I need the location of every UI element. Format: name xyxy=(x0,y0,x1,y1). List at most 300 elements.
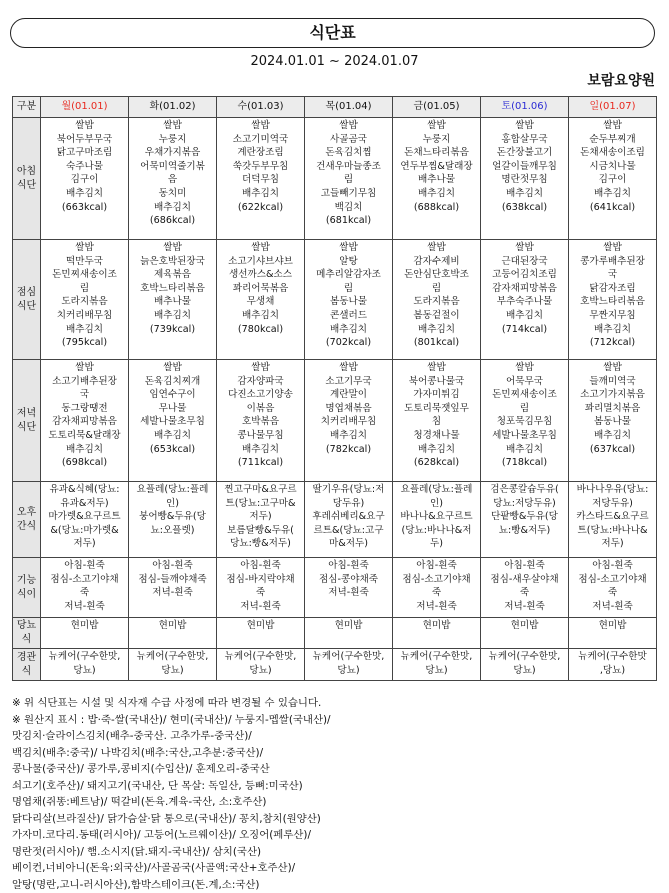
meal-plan-table xyxy=(12,96,657,681)
menu-item: 뉴케어(구수한맛, xyxy=(306,650,391,664)
menu-item: 김구이 xyxy=(570,173,655,187)
menu-item: 연두부찜&달래장 xyxy=(394,160,479,174)
facility-name: 보람요양원 xyxy=(587,70,655,90)
menu-item: 뇨:오플렛) xyxy=(130,524,215,538)
menu-cell xyxy=(129,360,217,482)
menu-cell xyxy=(41,360,129,482)
menu-item: 제육볶음 xyxy=(130,268,215,282)
meal-label-line: 오후 xyxy=(14,506,39,520)
meal-label xyxy=(13,558,41,618)
menu-item: 배추김치 xyxy=(482,187,567,201)
menu-item: 아침-흰죽 xyxy=(130,559,215,573)
menu-item: 배추김치 xyxy=(218,443,303,457)
menu-item: (637kcal) xyxy=(570,443,655,457)
menu-cell xyxy=(569,618,657,649)
menu-item: 감자채피망볶음 xyxy=(482,282,567,296)
menu-item: (712kcal) xyxy=(570,336,655,350)
menu-item: 고등어김치조림 xyxy=(482,268,567,282)
note-line: 백김치(배추:중국)/ 나박김치(배추:국산,고추분:중국산)/ xyxy=(12,745,662,762)
menu-item: 트(당뇨:바나나& xyxy=(570,524,655,538)
table-body xyxy=(13,118,657,681)
menu-item: 세발나물초무침 xyxy=(482,429,567,443)
menu-cell xyxy=(217,482,305,558)
menu-item: 뉴케어(구수한맛, xyxy=(482,650,567,664)
menu-item: 검은콩칼슘두유( xyxy=(482,483,567,497)
menu-item: 쌀밥 xyxy=(306,241,391,255)
menu-item: 소고기무국 xyxy=(306,375,391,389)
menu-item: 현미밥 xyxy=(570,619,655,633)
menu-item: 카스타드&요구르 xyxy=(570,510,655,524)
menu-cell xyxy=(129,240,217,360)
menu-cell xyxy=(481,118,569,240)
menu-item: 소고기가지볶음 xyxy=(570,388,655,402)
menu-item: 누룽지 xyxy=(394,133,479,147)
menu-item: 부추숙주나물 xyxy=(482,295,567,309)
menu-item: 아침-흰죽 xyxy=(42,559,127,573)
menu-item: 죽 xyxy=(394,586,479,600)
menu-item: 음 xyxy=(130,173,215,187)
menu-item: 유과&저두) xyxy=(42,497,127,511)
menu-cell xyxy=(481,649,569,681)
menu-cell xyxy=(569,558,657,618)
menu-item: 백김치 xyxy=(306,201,391,215)
menu-cell xyxy=(481,360,569,482)
note-line: 가자미.코다리.동태(러시아)/ 고등어(노르웨이산)/ 오징어(페루산)/ xyxy=(12,827,662,844)
day-header: 화(01.02) xyxy=(129,97,217,118)
menu-item: 현미밥 xyxy=(482,619,567,633)
menu-item: (당뇨:바나나&저 xyxy=(394,524,479,538)
menu-cell xyxy=(393,618,481,649)
menu-item: 명란젓무침 xyxy=(482,173,567,187)
menu-cell xyxy=(393,360,481,482)
menu-item: 저녁-흰죽 xyxy=(394,600,479,614)
menu-item: 당뇨) xyxy=(130,664,215,678)
menu-item: 배추김치 xyxy=(570,323,655,337)
menu-item: 점심-콩야채죽 xyxy=(306,573,391,587)
menu-item: 동치미 xyxy=(130,187,215,201)
menu-item: 사골곰국 xyxy=(306,133,391,147)
meal-label-line: 식단 xyxy=(14,421,39,435)
menu-cell xyxy=(129,649,217,681)
menu-item: 늙은호박된장국 xyxy=(130,255,215,269)
menu-item: 쌀밥 xyxy=(570,241,655,255)
menu-cell xyxy=(569,240,657,360)
menu-item: 림 xyxy=(394,282,479,296)
menu-item: 우채가지볶음 xyxy=(130,146,215,160)
menu-item: 뉴케어(구수한맛, xyxy=(42,650,127,664)
menu-cell xyxy=(305,240,393,360)
menu-item: 찐고구마&요구르 xyxy=(218,483,303,497)
menu-cell xyxy=(217,558,305,618)
menu-item: 동그랑땡전 xyxy=(42,402,127,416)
menu-item: 계란장조림 xyxy=(218,146,303,160)
menu-cell xyxy=(393,240,481,360)
menu-cell xyxy=(393,118,481,240)
meal-row xyxy=(13,558,657,618)
menu-cell xyxy=(41,240,129,360)
menu-cell xyxy=(569,482,657,558)
meal-label-line: 식 xyxy=(14,633,39,647)
menu-item: 세발나물초무침 xyxy=(130,415,215,429)
menu-item: 점심-소고기야채 xyxy=(394,573,479,587)
meal-label xyxy=(13,618,41,649)
menu-item: 점심-소고기야채 xyxy=(570,573,655,587)
menu-cell xyxy=(393,482,481,558)
menu-item: 쌀밥 xyxy=(42,241,127,255)
note-line: 콩나물(중국산)/ 콩가루,콩비지(수입산)/ 훈제오리-중국산 xyxy=(12,761,662,778)
menu-item: 쌀밥 xyxy=(306,361,391,375)
menu-item: 쌀밥 xyxy=(130,119,215,133)
menu-item: 저두) xyxy=(570,537,655,551)
menu-item: 후레쉬베리&요구 xyxy=(306,510,391,524)
menu-item: (711kcal) xyxy=(218,456,303,470)
note-line: 알탕(명란,고니-러시아산),함박스테이크(돈.계,소:국산) xyxy=(12,877,662,893)
menu-item: 요플레(당뇨:플레 xyxy=(130,483,215,497)
menu-item: 호박느타리볶음 xyxy=(130,282,215,296)
menu-item: 죽 xyxy=(218,586,303,600)
menu-item: 배추김치 xyxy=(42,443,127,457)
menu-item: 뇨:빵&저두) xyxy=(482,524,567,538)
menu-item: 도라지볶음 xyxy=(394,295,479,309)
menu-item: 북어콩나물국 xyxy=(394,375,479,389)
menu-item: 시금치나물 xyxy=(570,160,655,174)
note-line: ※ 원산지 표시 : 밥·죽-쌀(국내산)/ 현미(국내산)/ 누룽지-멥쌀(국내산)/ xyxy=(12,712,662,729)
menu-item: 호박느타리볶음 xyxy=(570,295,655,309)
menu-item: 당뇨) xyxy=(42,664,127,678)
menu-item: 점심-새우살야채 xyxy=(482,573,567,587)
menu-item: 배추나물 xyxy=(130,295,215,309)
menu-item: 청경채나물 xyxy=(394,429,479,443)
menu-item: 바나나&요구르트 xyxy=(394,510,479,524)
menu-item: 마&저두) xyxy=(306,537,391,551)
menu-item: 현미밥 xyxy=(42,619,127,633)
menu-item: 쌀밥 xyxy=(570,119,655,133)
menu-item: 치커리배무침 xyxy=(306,415,391,429)
menu-item: 쌀밥 xyxy=(482,119,567,133)
menu-item: 당뇨:저당두유) xyxy=(482,497,567,511)
menu-cell xyxy=(569,360,657,482)
menu-cell xyxy=(217,360,305,482)
menu-item: (702kcal) xyxy=(306,336,391,350)
menu-item: 림 xyxy=(306,282,391,296)
menu-item: 뉴케어(구수한맛, xyxy=(394,650,479,664)
menu-item: 배추김치 xyxy=(130,429,215,443)
menu-item: 트(당뇨:고구마& xyxy=(218,497,303,511)
menu-item: 죽 xyxy=(570,586,655,600)
menu-item: 떡만두국 xyxy=(42,255,127,269)
menu-item: 콘샐러드 xyxy=(306,309,391,323)
menu-item: 쑥갓두부무침 xyxy=(218,160,303,174)
menu-item: 순두부찌개 xyxy=(570,133,655,147)
meal-label xyxy=(13,482,41,558)
note-line: 닭다리살(브라질산)/ 닭가슴살·닭 통으로(국내산)/ 꽁치,참치(원양산) xyxy=(12,811,662,828)
day-header: 토(01.06) xyxy=(481,97,569,118)
meal-label-line: 식단 xyxy=(14,179,39,193)
menu-item: 쌀밥 xyxy=(42,119,127,133)
menu-item: 아침-흰죽 xyxy=(394,559,479,573)
menu-item: 봄동겉절이 xyxy=(394,309,479,323)
menu-item: 알탕 xyxy=(306,255,391,269)
menu-item: 저녁-흰죽 xyxy=(482,600,567,614)
day-header: 월(01.01) xyxy=(41,97,129,118)
menu-item: 뉴케어(구수한맛, xyxy=(130,650,215,664)
note-line: 명엽채(쥐똥:베트남)/ 떡갈비(돈육.계육-국산, 소:호주산) xyxy=(12,794,662,811)
menu-item: 배추김치 xyxy=(130,201,215,215)
menu-item: 저두) xyxy=(218,510,303,524)
menu-item: (780kcal) xyxy=(218,323,303,337)
menu-item: 어묵무국 xyxy=(482,375,567,389)
menu-item: 뉴케어(구수한맛, xyxy=(218,650,303,664)
menu-item: 뉴케어(구수한맛 xyxy=(570,650,655,664)
menu-item: 배추김치 xyxy=(482,309,567,323)
menu-item: 현미밥 xyxy=(394,619,479,633)
menu-item: 두) xyxy=(394,537,479,551)
menu-item: (688kcal) xyxy=(394,201,479,215)
menu-item: 당뇨) xyxy=(394,664,479,678)
meal-label-line: 식 xyxy=(14,665,39,679)
menu-item: 꽈리멸치볶음 xyxy=(570,402,655,416)
menu-item: 당뇨) xyxy=(482,664,567,678)
menu-item: 고들빼기무침 xyxy=(306,187,391,201)
menu-item: (628kcal) xyxy=(394,456,479,470)
menu-item: 건새우마늘종조 xyxy=(306,160,391,174)
meal-label-line: 아침 xyxy=(14,165,39,179)
meal-label xyxy=(13,240,41,360)
menu-item: 치커리배무침 xyxy=(42,309,127,323)
menu-item: 현미밥 xyxy=(306,619,391,633)
menu-item: 저당두유) xyxy=(570,497,655,511)
menu-item: 닭감자조림 xyxy=(570,282,655,296)
menu-item: 얼갈이들깨무침 xyxy=(482,160,567,174)
menu-item: 유과&식혜(당뇨: xyxy=(42,483,127,497)
menu-item: 바나나우유(당뇨: xyxy=(570,483,655,497)
menu-item: 무나물 xyxy=(130,402,215,416)
menu-cell xyxy=(41,558,129,618)
menu-item: 딸기우유(당뇨:저 xyxy=(306,483,391,497)
menu-item: 현미밥 xyxy=(130,619,215,633)
menu-item: 당뇨) xyxy=(306,664,391,678)
menu-item: (698kcal) xyxy=(42,456,127,470)
menu-item: 명엽채볶음 xyxy=(306,402,391,416)
menu-item: 림 xyxy=(482,402,567,416)
menu-item: 쌀밥 xyxy=(394,119,479,133)
notes-section xyxy=(12,695,662,893)
menu-item: 당뇨) xyxy=(218,664,303,678)
meal-label-line: 식단 xyxy=(14,300,39,314)
menu-item: 쌀밥 xyxy=(130,241,215,255)
menu-item: 현미밥 xyxy=(218,619,303,633)
day-header: 일(01.07) xyxy=(569,97,657,118)
menu-item: 홍합살무국 xyxy=(482,133,567,147)
menu-item: (801kcal) xyxy=(394,336,479,350)
menu-item: 인) xyxy=(394,497,479,511)
menu-item: 호박볶음 xyxy=(218,415,303,429)
day-header: 금(01.05) xyxy=(393,97,481,118)
menu-item: 숙주나물 xyxy=(42,160,127,174)
menu-cell xyxy=(129,482,217,558)
menu-cell xyxy=(217,618,305,649)
menu-item: 점심-소고기야채 xyxy=(42,573,127,587)
menu-cell xyxy=(129,558,217,618)
menu-item: 쌀밥 xyxy=(482,361,567,375)
meal-label-line: 저녁 xyxy=(14,407,39,421)
meal-label-line: 간식 xyxy=(14,520,39,534)
menu-item: 저녁-흰죽 xyxy=(306,586,391,600)
menu-item: 저두) xyxy=(42,537,127,551)
menu-cell xyxy=(129,618,217,649)
menu-item: 북어두부무국 xyxy=(42,133,127,147)
meal-label-line: 당뇨 xyxy=(14,619,39,633)
menu-item: 봄동나물 xyxy=(306,295,391,309)
menu-cell xyxy=(481,558,569,618)
menu-item: 쌀밥 xyxy=(42,361,127,375)
menu-item: 아침-흰죽 xyxy=(482,559,567,573)
menu-cell xyxy=(569,649,657,681)
menu-item: 아침-흰죽 xyxy=(570,559,655,573)
menu-item: (641kcal) xyxy=(570,201,655,215)
meal-row xyxy=(13,360,657,482)
corner-label: 구분 xyxy=(13,97,41,118)
menu-item: 근대된장국 xyxy=(482,255,567,269)
note-line: 명란젓(러시아)/ 햄.소시지(닭.돼지-국내산)/ 삼치(국산) xyxy=(12,844,662,861)
menu-item: 저녁-흰죽 xyxy=(42,600,127,614)
menu-item: 배추김치 xyxy=(218,187,303,201)
meal-row xyxy=(13,649,657,681)
menu-item: 배추김치 xyxy=(42,323,127,337)
menu-item: 배추김치 xyxy=(306,323,391,337)
menu-cell xyxy=(41,118,129,240)
menu-item: 누룽지 xyxy=(130,133,215,147)
menu-item: 더덕무침 xyxy=(218,173,303,187)
date-range: 2024.01.01 ~ 2024.01.07 xyxy=(0,54,669,69)
menu-cell xyxy=(41,649,129,681)
menu-item: 배추김치 xyxy=(130,309,215,323)
menu-item: 배추김치 xyxy=(394,187,479,201)
menu-item: 임연수구이 xyxy=(130,388,215,402)
menu-item: 저녁-흰죽 xyxy=(130,586,215,600)
menu-item: 쌀밥 xyxy=(394,361,479,375)
menu-item: 돈육김치찌개 xyxy=(130,375,215,389)
meal-label xyxy=(13,360,41,482)
menu-cell xyxy=(305,558,393,618)
menu-item: 붕어빵&두유(당 xyxy=(130,510,215,524)
menu-item: 생선까스&소스 xyxy=(218,268,303,282)
menu-item: (653kcal) xyxy=(130,443,215,457)
menu-item: 요플레(당뇨:플레 xyxy=(394,483,479,497)
menu-cell xyxy=(305,360,393,482)
menu-item: 아침-흰죽 xyxy=(306,559,391,573)
menu-item: (782kcal) xyxy=(306,443,391,457)
menu-item: 배추나물 xyxy=(394,173,479,187)
menu-item: &(당뇨:마가렛& xyxy=(42,524,127,538)
menu-item: 돈채느타리볶음 xyxy=(394,146,479,160)
menu-item: 소고기미역국 xyxy=(218,133,303,147)
menu-item: 닭고구마조림 xyxy=(42,146,127,160)
note-line: 베이컨,너비아니(돈육:외국산)/사골곰국(사골액:국산+호주산)/ xyxy=(12,860,662,877)
menu-item: 도라지볶음 xyxy=(42,295,127,309)
menu-item: 침 xyxy=(394,415,479,429)
menu-item: 배추김치 xyxy=(394,323,479,337)
menu-item: 르트&(당뇨:고구 xyxy=(306,524,391,538)
menu-cell xyxy=(305,649,393,681)
meal-label xyxy=(13,649,41,681)
menu-item: (795kcal) xyxy=(42,336,127,350)
menu-item: 어묵미역줄기볶 xyxy=(130,160,215,174)
menu-item: 돈채새송이조림 xyxy=(570,146,655,160)
menu-item: 돈민찌새송이조 xyxy=(482,388,567,402)
menu-item: 보름달빵&두유( xyxy=(218,524,303,538)
menu-item: 들깨미역국 xyxy=(570,375,655,389)
menu-item: 쌀밥 xyxy=(482,241,567,255)
menu-item: 쌀밥 xyxy=(130,361,215,375)
menu-cell xyxy=(393,649,481,681)
menu-item: 인) xyxy=(130,497,215,511)
menu-item: 가자미튀김 xyxy=(394,388,479,402)
note-line: ※ 위 식단표는 시설 및 식자재 수급 사정에 따라 변경될 수 있습니다. xyxy=(12,695,662,712)
menu-cell xyxy=(481,618,569,649)
menu-cell xyxy=(217,649,305,681)
menu-item: 감자채피망볶음 xyxy=(42,415,127,429)
menu-item: 쌀밥 xyxy=(218,119,303,133)
menu-cell xyxy=(305,618,393,649)
meal-row xyxy=(13,118,657,240)
menu-item: 이볶음 xyxy=(218,402,303,416)
menu-item: 국 xyxy=(570,268,655,282)
menu-item: ,당뇨) xyxy=(570,664,655,678)
menu-cell xyxy=(41,618,129,649)
menu-cell xyxy=(569,118,657,240)
menu-cell xyxy=(305,118,393,240)
menu-item: 계란말이 xyxy=(306,388,391,402)
menu-item: 돈육김치찜 xyxy=(306,146,391,160)
menu-cell xyxy=(393,558,481,618)
menu-cell xyxy=(129,118,217,240)
menu-item: 쌀밥 xyxy=(218,241,303,255)
menu-item: (622kcal) xyxy=(218,201,303,215)
menu-item: 김구이 xyxy=(42,173,127,187)
menu-item: 배추김치 xyxy=(306,429,391,443)
meal-label-line: 경관 xyxy=(14,651,39,665)
menu-item: 림 xyxy=(42,282,127,296)
menu-cell xyxy=(41,482,129,558)
menu-item: 죽 xyxy=(482,586,567,600)
menu-item: (718kcal) xyxy=(482,456,567,470)
menu-item: (663kcal) xyxy=(42,201,127,215)
menu-cell xyxy=(217,118,305,240)
meal-label xyxy=(13,118,41,240)
table-header-row xyxy=(13,97,657,118)
menu-item: 꽈리어묵볶음 xyxy=(218,282,303,296)
menu-cell xyxy=(481,240,569,360)
menu-item: 무짠지무침 xyxy=(570,309,655,323)
menu-item: 돈안심단호박조 xyxy=(394,268,479,282)
menu-item: 마가렛&요구르트 xyxy=(42,510,127,524)
meal-label-line: 기능 xyxy=(14,574,39,588)
menu-item: 단팥빵&두유(당 xyxy=(482,510,567,524)
menu-item: 쌀밥 xyxy=(306,119,391,133)
meal-label-line: 점심 xyxy=(14,286,39,300)
menu-item: 배추김치 xyxy=(218,309,303,323)
note-line: 맛김치·슬라이스김치(배추-중국산. 고추가루-중국산)/ xyxy=(12,728,662,745)
menu-item: 소고기샤브샤브 xyxy=(218,255,303,269)
menu-item: 배추김치 xyxy=(42,187,127,201)
day-header: 수(01.03) xyxy=(217,97,305,118)
menu-item: 감자양파국 xyxy=(218,375,303,389)
menu-item: 쌀밥 xyxy=(570,361,655,375)
menu-item: 당두유) xyxy=(306,497,391,511)
meal-row xyxy=(13,240,657,360)
menu-item: 죽 xyxy=(42,586,127,600)
